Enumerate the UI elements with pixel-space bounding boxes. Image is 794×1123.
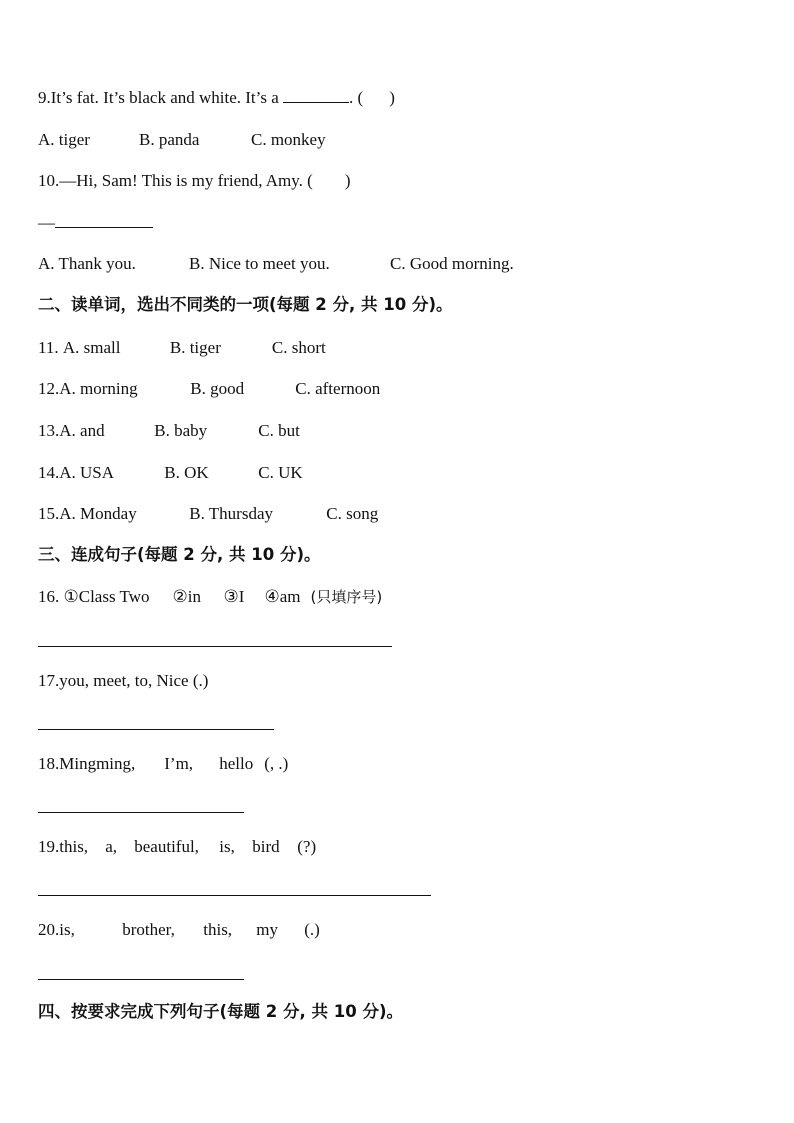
question-11 (38, 337, 326, 359)
word-2: brother, (122, 920, 175, 939)
question-9 (38, 87, 395, 109)
question-number: 11. (38, 338, 63, 357)
question-number: 12. (38, 379, 60, 398)
option-a[interactable]: A. small (62, 338, 121, 357)
question-number: 20. (38, 920, 60, 939)
question-9-blank[interactable] (283, 88, 349, 103)
question-number: 16. (38, 587, 64, 606)
option-c[interactable]: C. UK (258, 463, 303, 482)
word-1: is, (59, 920, 75, 939)
question-number: 18. (38, 754, 60, 773)
option-b[interactable]: B. OK (164, 463, 209, 482)
reply-dash: — (38, 213, 55, 232)
option-b[interactable]: B. good (190, 379, 245, 398)
word-2: I’m, (164, 754, 194, 773)
word-2: a, (105, 837, 118, 856)
option-a[interactable]: A. morning (59, 379, 138, 398)
question-number: 19. (38, 837, 60, 856)
option-b[interactable]: B. panda (139, 130, 200, 149)
section-4-title: 四、按要求完成下列句子(每题 2 分, 共 10 分)。 (38, 1002, 404, 1021)
question-15 (38, 503, 378, 525)
punctuation: (?) (297, 837, 317, 856)
question-16-answer-line[interactable] (38, 646, 392, 647)
word-2: ②in (172, 587, 201, 606)
question-18 (38, 753, 288, 775)
option-c[interactable]: C. afternoon (295, 379, 381, 398)
question-10-reply (38, 212, 153, 234)
question-19-answer-line[interactable] (38, 895, 431, 896)
section-2-title: 二、读单词，选出不同类的一项(每题 2 分, 共 10 分)。 (38, 295, 453, 314)
question-20-answer-line[interactable] (38, 979, 244, 980)
question-10-reply-blank[interactable] (55, 213, 153, 228)
word-1: this, (59, 837, 89, 856)
question-9-stem: 9.It’s fat. It’s black and white. It’s a (38, 88, 284, 107)
option-a[interactable]: A. tiger (38, 130, 90, 149)
question-10-paren-close: ) (344, 171, 351, 190)
question-16 (38, 586, 382, 608)
word-3: beautiful, (134, 837, 199, 856)
word-4: ④am (264, 587, 301, 606)
question-18-answer-line[interactable] (38, 812, 244, 813)
word-3: this, (203, 920, 233, 939)
option-b[interactable]: B. tiger (169, 338, 221, 357)
word-1: ①Class Two (63, 587, 150, 606)
word-1: Mingming, (59, 754, 136, 773)
option-b[interactable]: B. Nice to meet you. (189, 254, 330, 273)
instruction-note: (只填序号) (310, 588, 383, 606)
word-4: is, (219, 837, 235, 856)
question-9-stem-end: . ( (349, 88, 364, 107)
option-c[interactable]: C. but (258, 421, 300, 440)
question-9-options (38, 129, 326, 151)
punctuation: (, .) (264, 754, 289, 773)
question-12 (38, 378, 380, 400)
question-10-options (38, 253, 514, 275)
question-20 (38, 919, 320, 941)
option-a[interactable]: A. Thank you. (38, 254, 136, 273)
option-a[interactable]: A. USA (59, 463, 115, 482)
section-3-title: 三、连成句子(每题 2 分, 共 10 分)。 (38, 545, 321, 564)
option-c[interactable]: C. Good morning. (390, 254, 514, 273)
word-5: bird (252, 837, 280, 856)
word-3: ③I (223, 587, 245, 606)
question-number: 13. (38, 421, 60, 440)
option-c[interactable]: C. short (271, 338, 326, 357)
option-a[interactable]: A. Monday (59, 504, 137, 523)
question-14 (38, 462, 303, 484)
punctuation: (.) (304, 920, 320, 939)
question-17-answer-line[interactable] (38, 729, 274, 730)
question-9-paren-close: ) (389, 88, 395, 107)
question-13 (38, 420, 300, 442)
word-3: hello (219, 754, 254, 773)
option-c[interactable]: C. monkey (251, 130, 326, 149)
question-17: 17.you, meet, to, Nice (.) (38, 671, 209, 690)
question-number: 15. (38, 504, 60, 523)
question-19 (38, 836, 316, 858)
question-number: 14. (38, 463, 60, 482)
question-10-stem: 10.—Hi, Sam! This is my friend, Amy. ( (38, 171, 313, 190)
word-4: my (256, 920, 278, 939)
option-c[interactable]: C. song (326, 504, 379, 523)
option-a[interactable]: A. and (59, 421, 105, 440)
option-b[interactable]: B. Thursday (189, 504, 273, 523)
question-10 (38, 170, 351, 192)
option-b[interactable]: B. baby (154, 421, 208, 440)
